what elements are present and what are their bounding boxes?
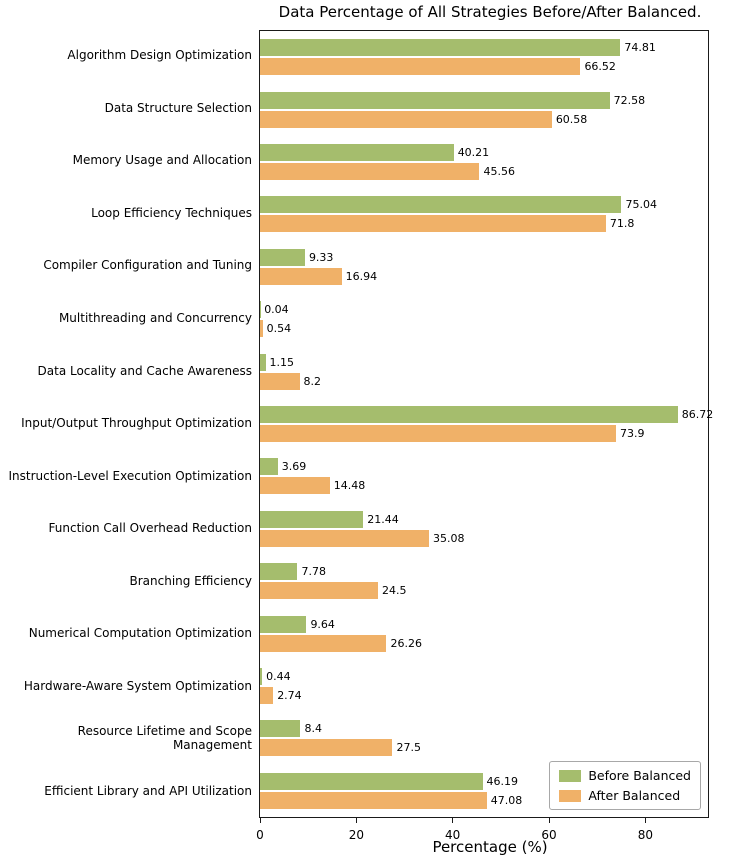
bar-value-label: 9.33 [308, 250, 334, 264]
bar-before [260, 511, 363, 528]
bar-before [260, 458, 278, 475]
legend-label: After Balanced [588, 788, 681, 803]
bar-group [260, 607, 708, 659]
legend [549, 761, 701, 810]
y-tick-label: Data Structure Selection [104, 100, 252, 115]
bar-value-label: 24.5 [382, 584, 407, 598]
x-axis-tick [260, 818, 261, 823]
bar-after [260, 425, 616, 442]
legend-entry [559, 788, 691, 803]
bar-value-label: 86.72 [681, 408, 714, 422]
bar-line [260, 163, 708, 180]
bar-after [260, 530, 429, 547]
y-tick-label: Function Call Overhead Reduction [48, 521, 252, 536]
bar-line [260, 373, 708, 390]
bar-value-label: 8.4 [304, 722, 322, 736]
x-axis-tick [452, 818, 453, 823]
y-tick-label: Algorithm Design Optimization [67, 48, 252, 63]
bar-line [260, 268, 708, 285]
bar-line [260, 144, 708, 161]
bar-group [260, 31, 708, 83]
bar-before [260, 92, 610, 109]
x-axis-tick-label: 20 [348, 828, 364, 842]
legend-label: Before Balanced [588, 768, 691, 783]
bar-after [260, 477, 330, 494]
bar-line [260, 635, 708, 652]
bar-value-label: 9.64 [310, 617, 335, 631]
bar-value-label: 2.74 [277, 689, 302, 703]
bar-group [260, 83, 708, 135]
bar-after [260, 58, 580, 75]
bar-value-label: 14.48 [333, 479, 366, 493]
bar-value-label: 0.04 [264, 303, 289, 317]
x-axis-tick [356, 818, 357, 823]
bar-value-label: 71.8 [609, 217, 635, 231]
bar-after [260, 111, 552, 128]
bar-line [260, 111, 708, 128]
legend-swatch-after [559, 790, 581, 802]
bar-line [260, 406, 714, 423]
x-axis-tick-label: 40 [445, 828, 461, 842]
legend-entry [559, 768, 691, 783]
bar-after [260, 215, 606, 232]
bar-line [260, 530, 708, 547]
legend-swatch-before [559, 770, 581, 782]
x-axis-tick [549, 818, 550, 823]
bar-line [260, 563, 708, 580]
bar-value-label: 72.58 [613, 93, 646, 107]
bar-line [260, 215, 708, 232]
y-tick-label: Resource Lifetime and Scope Management [77, 724, 252, 753]
bar-after [260, 739, 392, 756]
bar-before [260, 773, 483, 790]
bar-after [260, 320, 263, 337]
y-tick-label: Data Locality and Cache Awareness [37, 363, 252, 378]
bar-before [260, 720, 300, 737]
bar-group [260, 712, 708, 764]
bar-after [260, 582, 378, 599]
bar-group [260, 555, 708, 607]
bar-line [260, 668, 708, 685]
bar-value-label: 74.81 [624, 41, 656, 55]
y-tick-label: Instruction-Level Execution Optimization [8, 468, 252, 483]
bar-value-label: 35.08 [432, 531, 465, 545]
y-tick-label: Multithreading and Concurrency [58, 311, 252, 326]
bar-line [260, 739, 708, 756]
bar-line [260, 720, 708, 737]
y-tick-label: Compiler Configuration and Tuning [43, 258, 252, 273]
bar-line [260, 249, 708, 266]
bar-line [260, 687, 708, 704]
bar-group [260, 398, 714, 450]
bar-value-label: 46.19 [486, 774, 518, 788]
x-axis-tick-label: 80 [637, 828, 654, 842]
bar-after [260, 635, 386, 652]
bar-after [260, 268, 342, 285]
bar-after [260, 163, 479, 180]
chart-title: Data Percentage of All Strategies Before/After Balanced. [278, 3, 702, 21]
bar-line [260, 477, 708, 494]
bar-group [260, 188, 708, 240]
bar-after [260, 792, 487, 809]
bar-line [260, 92, 708, 109]
bar-line [260, 458, 708, 475]
bar-value-label: 26.26 [390, 636, 422, 650]
bar-value-label: 60.58 [555, 112, 588, 126]
y-tick-label: Input/Output Throughput Optimization [21, 416, 252, 431]
bar-before [260, 668, 262, 685]
bar-line [260, 301, 708, 318]
bar-value-label: 45.56 [483, 165, 515, 179]
bar-line [260, 354, 708, 371]
y-tick-label: Numerical Computation Optimization [28, 626, 252, 641]
chart-body [0, 30, 714, 842]
bar-value-label: 27.5 [396, 741, 421, 755]
bar-value-label: 3.69 [281, 460, 307, 474]
x-axis-label: Percentage (%) [432, 838, 548, 856]
bar-value-label: 73.9 [619, 427, 645, 441]
bar-value-label: 0.54 [266, 322, 292, 336]
bar-before [260, 144, 454, 161]
bar-value-label: 7.78 [301, 565, 326, 579]
plot-area [256, 30, 714, 842]
bar-line [260, 425, 708, 442]
bar-line [260, 616, 708, 633]
x-axis-tick-label: 60 [541, 828, 557, 842]
bar-value-label: 21.44 [367, 512, 399, 526]
x-axis-tick [645, 818, 646, 823]
bar-line [260, 582, 708, 599]
bar-group [260, 241, 708, 293]
bar-group [260, 136, 708, 188]
bar-value-label: 75.04 [625, 198, 657, 212]
bar-group [260, 345, 708, 397]
bar-value-label: 40.21 [457, 146, 490, 160]
bar-before [260, 563, 297, 580]
bar-line [260, 196, 708, 213]
bar-value-label: 0.44 [266, 670, 291, 684]
bar-group [260, 450, 708, 502]
bar-group [260, 293, 708, 345]
y-tick-label: Branching Efficiency [129, 573, 252, 588]
y-axis-labels [0, 30, 259, 818]
bar-after [260, 687, 273, 704]
bar-value-label: 47.08 [490, 793, 523, 807]
bar-group [260, 660, 708, 712]
bar-before [260, 196, 621, 213]
bar-before [260, 249, 305, 266]
bar-line [260, 39, 708, 56]
bar-before [260, 39, 620, 56]
bar-before [260, 616, 306, 633]
bar-value-label: 1.15 [269, 355, 295, 369]
y-tick-label: Hardware-Aware System Optimization [23, 678, 252, 693]
bar-line [260, 320, 708, 337]
bar-line [260, 58, 708, 75]
bar-after [260, 373, 300, 390]
bar-before [260, 354, 266, 371]
bar-line [260, 511, 708, 528]
x-axis-tick-label: 0 [256, 828, 264, 842]
bar-before [260, 406, 678, 423]
bar-value-label: 8.2 [303, 374, 321, 388]
bar-group [260, 503, 708, 555]
y-tick-label: Memory Usage and Allocation [72, 153, 252, 168]
bar-value-label: 16.94 [345, 269, 378, 283]
y-tick-label: Efficient Library and API Utilization [44, 783, 252, 798]
bar-value-label: 66.52 [584, 60, 616, 74]
y-tick-label: Loop Efficiency Techniques [91, 205, 252, 220]
